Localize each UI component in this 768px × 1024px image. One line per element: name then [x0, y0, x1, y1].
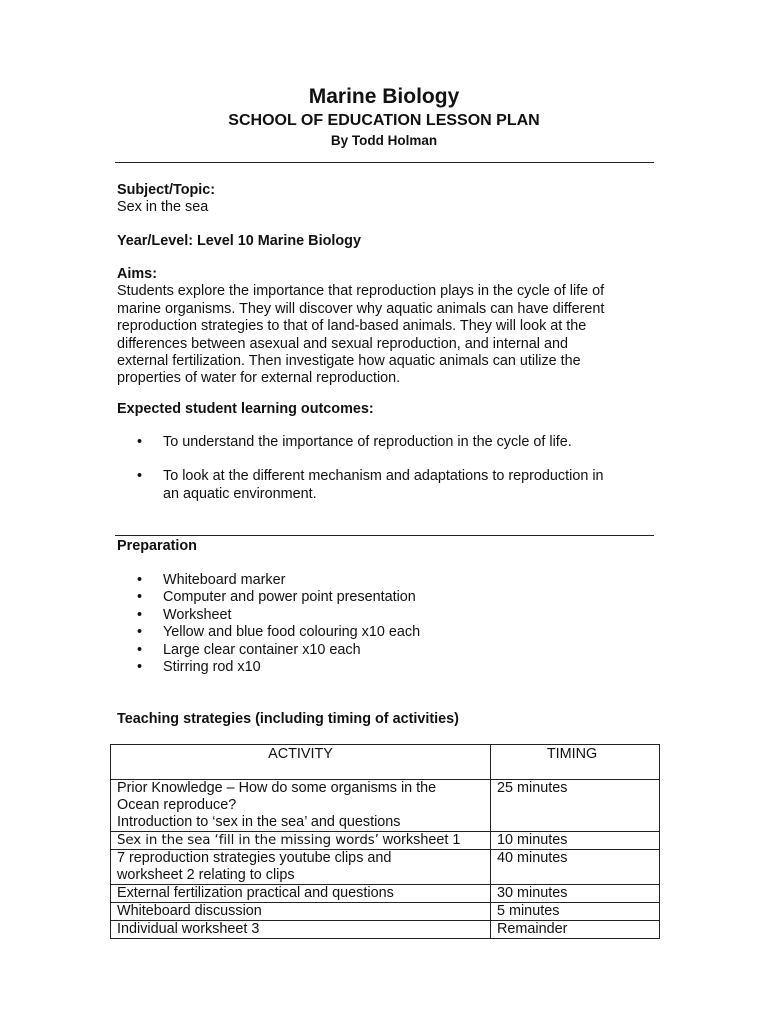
aims-line: reproduction strategies to that of land-based animals. They will look at the	[117, 318, 587, 335]
timing-cell: 40 minutes	[491, 850, 660, 885]
document-title: Marine Biology	[308, 85, 460, 108]
section-divider	[115, 535, 654, 536]
bullet-icon: •	[137, 589, 143, 606]
aims-line: differences between asexual and sexual reproduction, and internal and	[117, 335, 568, 352]
document-subtitle: SCHOOL OF EDUCATION LESSON PLAN	[228, 112, 540, 129]
column-header-timing: TIMING	[491, 745, 660, 780]
activity-text: worksheet 1	[378, 832, 461, 848]
activity-line: Ocean reproduce?	[117, 797, 237, 813]
aims-line: external fertilization. Then investigate how aquatic animals can utilize the	[117, 353, 581, 370]
preparation-text: Whiteboard marker	[163, 572, 286, 588]
table-header-row	[111, 745, 660, 780]
bullet-icon: •	[137, 572, 143, 588]
bullet-icon: •	[137, 659, 143, 676]
activity-line: Introduction to ‘sex in the sea’ and questions	[117, 814, 401, 830]
preparation-text: Large clear container x10 each	[163, 641, 361, 658]
activity-cell: Individual worksheet 3	[111, 921, 491, 939]
activity-cell	[111, 850, 491, 885]
document-author: By Todd Holman	[330, 133, 438, 148]
bullet-icon: •	[137, 434, 143, 450]
preparation-item	[117, 572, 657, 589]
teaching-label: Teaching strategies (including timing of activities)	[117, 711, 459, 727]
activity-cell: Whiteboard discussion	[111, 903, 491, 921]
preparation-text: Worksheet	[163, 606, 232, 623]
bullet-icon: •	[137, 468, 143, 485]
outcome-item	[117, 468, 657, 503]
table-row	[111, 780, 660, 832]
table-row	[111, 832, 660, 850]
preparation-text: Computer and power point presentation	[163, 589, 416, 606]
aims-line: marine organisms. They will discover why aquatic animals can have different	[117, 300, 605, 317]
table-row	[111, 850, 660, 885]
header-divider	[115, 162, 654, 163]
preparation-item	[117, 624, 657, 641]
preparation-text: Stirring rod x10	[163, 659, 261, 676]
timing-cell: 10 minutes	[491, 832, 660, 850]
preparation-item	[117, 642, 657, 659]
outcomes-list	[117, 434, 657, 503]
preparation-list	[117, 572, 657, 676]
table-row	[111, 921, 660, 939]
outcome-text: To understand the importance of reproduction in the cycle of life.	[163, 434, 572, 450]
subject-label: Subject/Topic:	[117, 182, 216, 198]
timing-cell: 5 minutes	[491, 903, 660, 921]
activity-cell	[111, 780, 491, 832]
activity-line: 7 reproduction strategies youtube clips and	[117, 850, 392, 866]
preparation-item	[117, 607, 657, 624]
aims-line: Students explore the importance that reproduction plays in the cycle of life of	[117, 283, 605, 300]
teaching-table	[110, 744, 660, 939]
bullet-icon: •	[137, 624, 143, 641]
subject-value: Sex in the sea	[117, 199, 209, 216]
preparation-item	[117, 659, 657, 676]
bullet-icon: •	[137, 606, 143, 623]
timing-cell: Remainder	[491, 921, 660, 939]
activity-line: Prior Knowledge – How do some organisms in the	[117, 780, 437, 796]
activity-cell	[111, 832, 491, 850]
outcomes-label: Expected student learning outcomes:	[117, 401, 374, 417]
activity-line: worksheet 2 relating to clips	[117, 867, 295, 883]
preparation-text: Yellow and blue food colouring x10 each	[163, 624, 421, 641]
outcome-text: To look at the different mechanism and adaptations to reproduction in	[163, 468, 604, 485]
preparation-label: Preparation	[117, 538, 197, 554]
table-row	[111, 903, 660, 921]
timing-cell: 30 minutes	[491, 885, 660, 903]
subject-section	[117, 182, 657, 217]
outcome-text: an aquatic environment.	[163, 485, 317, 502]
year-level: Year/Level: Level 10 Marine Biology	[117, 233, 361, 249]
timing-cell: 25 minutes	[491, 780, 660, 832]
aims-label: Aims:	[117, 266, 157, 282]
outcome-item	[117, 434, 657, 451]
preparation-item	[117, 589, 657, 606]
bullet-icon: •	[137, 641, 143, 658]
activity-text-mono: Sex in the sea ‘fill in the missing words’	[117, 833, 379, 848]
aims-section	[117, 266, 657, 388]
table-row	[111, 885, 660, 903]
activity-cell: External fertilization practical and questions	[111, 885, 491, 903]
title-block	[0, 84, 768, 150]
column-header-activity: ACTIVITY	[111, 745, 491, 780]
aims-line: properties of water for external reproduction.	[117, 370, 401, 387]
